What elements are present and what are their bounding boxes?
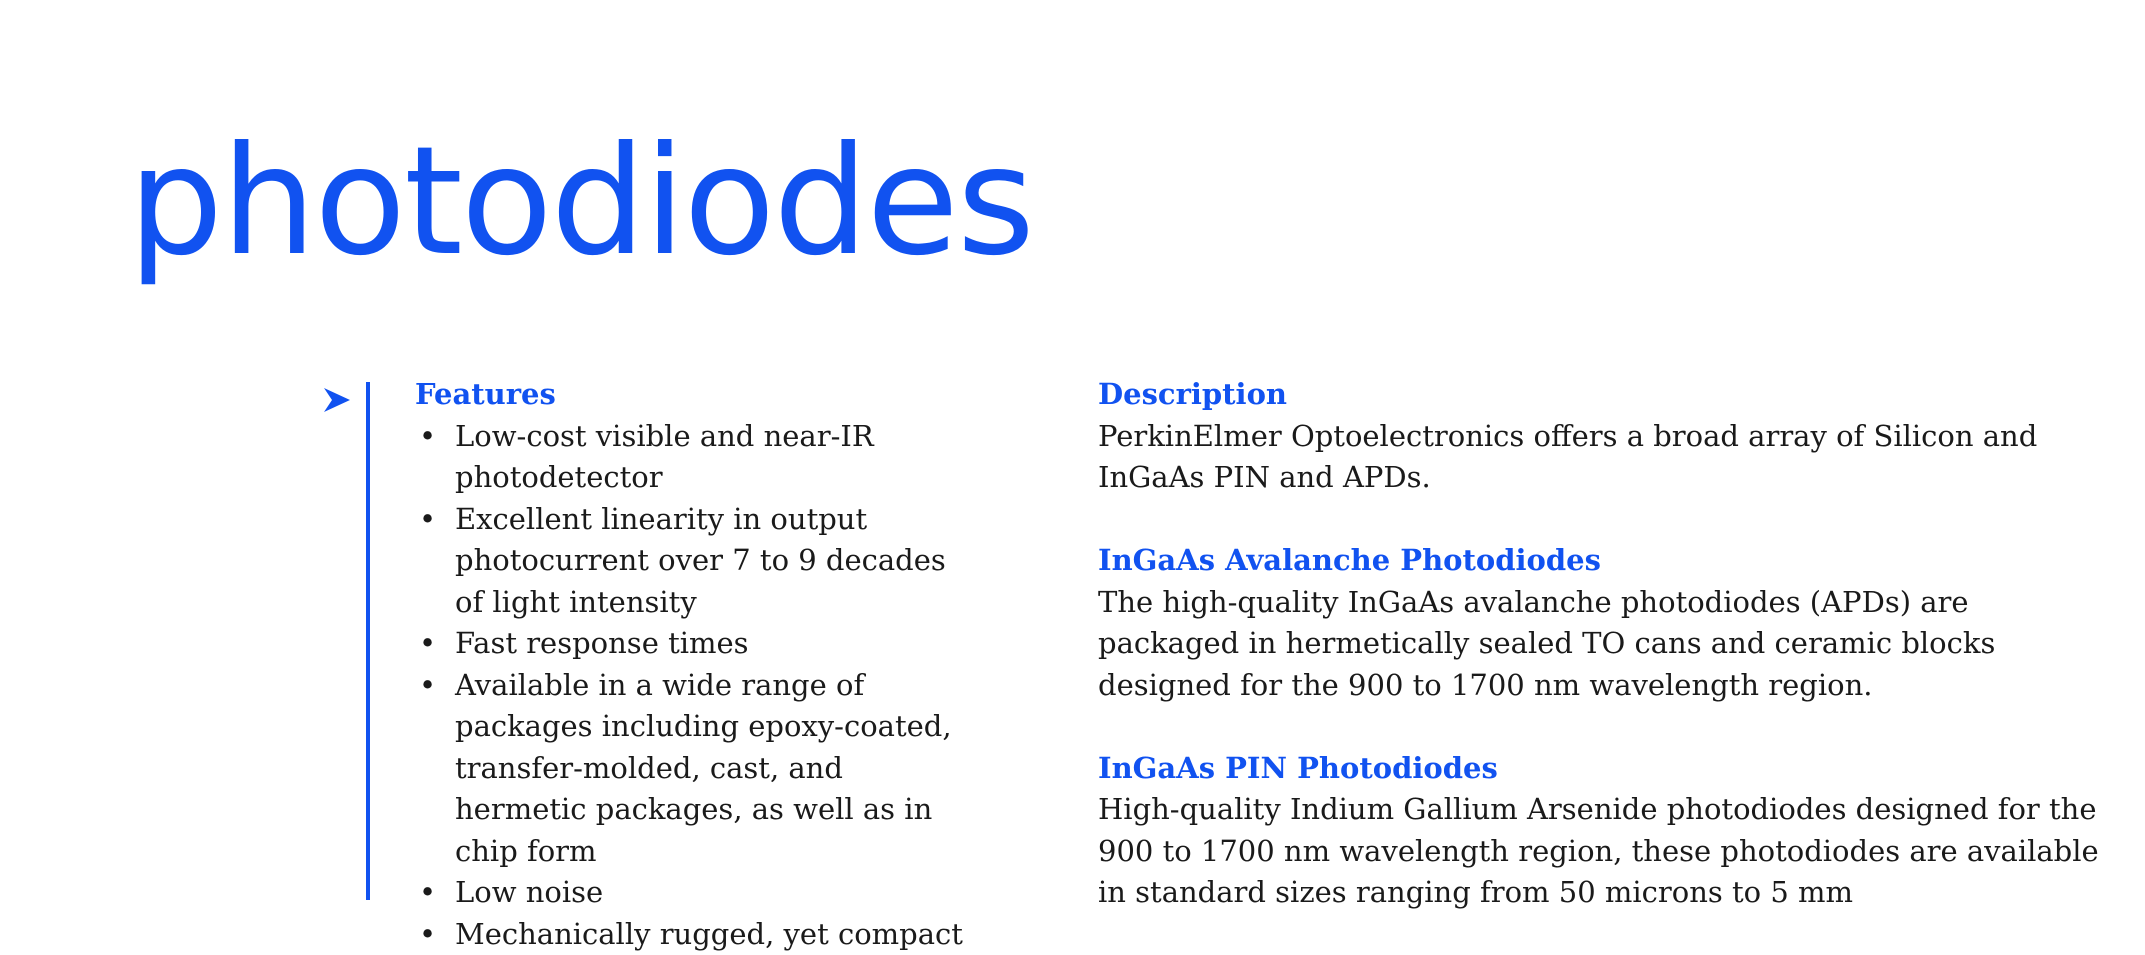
vertical-rule xyxy=(366,382,370,900)
features-list xyxy=(415,416,975,955)
page-title: photodiodes xyxy=(128,112,1033,292)
bullet-icon: • xyxy=(419,416,436,458)
apd-heading: InGaAs Avalanche Photodiodes xyxy=(1098,540,2118,582)
feature-item xyxy=(415,416,975,499)
feature-item xyxy=(415,665,975,873)
pin-text: High-quality Indium Gallium Arsenide photodiodes designed for the 900 to 1700 nm wavelength region, these photodiodes are available in standard sizes ranging from 50 microns to 5 mm xyxy=(1098,789,2118,914)
bullet-icon: • xyxy=(419,914,436,955)
description-column xyxy=(1098,374,2118,914)
section-spacer xyxy=(1098,706,2118,748)
features-column xyxy=(415,374,975,955)
pin-heading: InGaAs PIN Photodiodes xyxy=(1098,748,2118,790)
apd-text: The high-quality InGaAs avalanche photodiodes (APDs) are packaged in hermetically sealed TO cans and ceramic blocks designed for the 900 to 1700 nm wavelength region. xyxy=(1098,582,2118,707)
bullet-icon: • xyxy=(419,665,436,707)
feature-text: Low noise xyxy=(455,875,603,909)
feature-text: Mechanically rugged, yet compact xyxy=(455,917,963,951)
description-text: PerkinElmer Optoelectronics offers a broad array of Silicon and InGaAs PIN and APDs. xyxy=(1098,416,2118,499)
feature-text: Available in a wide range of packages including epoxy-coated, transfer-molded, cast, and hermetic packages, as well as in chip form xyxy=(455,668,952,868)
description-heading: Description xyxy=(1098,374,2118,416)
arrow-marker-icon xyxy=(322,385,352,415)
feature-text: Low-cost visible and near-IR photodetector xyxy=(455,419,874,495)
feature-item xyxy=(415,623,975,665)
feature-item xyxy=(415,872,975,914)
bullet-icon: • xyxy=(419,623,436,665)
feature-text: Fast response times xyxy=(455,626,749,660)
features-heading: Features xyxy=(415,374,975,416)
feature-item xyxy=(415,499,975,624)
bullet-icon: • xyxy=(419,872,436,914)
bullet-icon: • xyxy=(419,499,436,541)
section-spacer xyxy=(1098,499,2118,541)
feature-text: Excellent linearity in output photocurrent over 7 to 9 decades of light intensity xyxy=(455,502,946,619)
feature-item xyxy=(415,914,975,955)
